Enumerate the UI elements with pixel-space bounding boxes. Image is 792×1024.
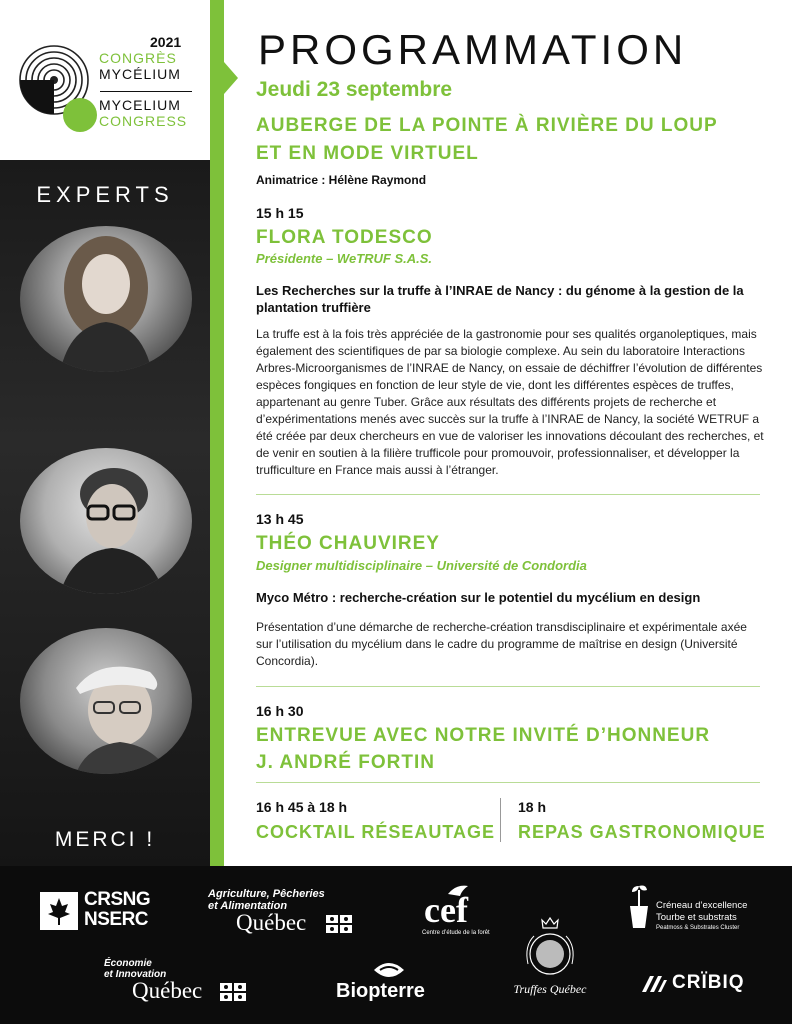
event-date: Jeudi 23 septembre (256, 78, 453, 101)
creneau-line-3: Peatmoss & Substrates Cluster (656, 925, 740, 931)
truffes-quebec-logo (500, 916, 600, 1016)
economie-innovation-logo (104, 958, 264, 1008)
leaf-eye-icon (372, 960, 406, 980)
session-time: 13 h 45 (256, 511, 304, 527)
host-name: Animatrice : Hélène Raymond (256, 173, 427, 187)
section-divider (256, 782, 760, 783)
section-divider (256, 494, 760, 495)
speaker-role: Présidente – WeTRUF S.A.S. (256, 251, 433, 266)
speaker-name: THÉO CHAUVIREY (256, 533, 440, 554)
quebec-flag-icon (220, 983, 246, 1001)
mapaq-logo (208, 888, 368, 938)
honor-guest-name: J. ANDRÉ FORTIN (256, 752, 435, 773)
creneau-line-1: Créneau d’excellence (656, 900, 748, 911)
sprout-pot-icon (628, 882, 650, 930)
cribiq-logo (640, 972, 770, 1002)
logo-congres: CONGRÈS (99, 50, 177, 66)
experts-heading: EXPERTS (36, 182, 174, 207)
cef-text: cef (424, 890, 468, 930)
man-glasses-portrait-icon (20, 448, 192, 594)
green-divider-bar (210, 0, 224, 866)
talk-description: Présentation d’une démarche de recherche-création transdisciplinaire et expérimentale axée sur l’utilisation du mycélium dans le cadre du programme de maîtrise en design (Université Concordia). (256, 620, 747, 668)
crsng-text: CRSNG (84, 889, 151, 910)
man-cap-portrait-icon (20, 628, 192, 774)
portrait-flora-todesco (20, 226, 192, 372)
venue-line-1: AUBERGE DE LA POINTE À RIVIÈRE DU LOUP (256, 115, 718, 136)
biopterre-logo (336, 960, 446, 1010)
logo-congress: CONGRESS (99, 113, 188, 129)
cocktail-title: COCKTAIL RÉSEAUTAGE (256, 822, 496, 842)
mapaq-line-2: et Alimentation (208, 900, 288, 912)
talk-title: Myco Métro : recherche-création sur le potentiel du mycélium en design (256, 590, 701, 605)
creneau-line-2: Tourbe et substrats (656, 912, 737, 923)
maple-leaf-icon (40, 892, 78, 930)
dinner-title: REPAS GASTRONOMIQUE (518, 822, 766, 842)
section-divider (256, 686, 760, 687)
concentric-circles-logo-icon (18, 44, 98, 134)
biopterre-text: Biopterre (336, 980, 425, 1002)
dinner-time: 18 h (518, 799, 547, 815)
merci-text: MERCI ! (54, 828, 156, 851)
truffle-crest-icon (520, 916, 580, 980)
mapaq-line-1: Agriculture, Pêcheries (208, 888, 325, 900)
cocktail-time: 16 h 45 à 18 h (256, 799, 348, 815)
logo-mycelium-en: MYCELIUM (99, 97, 181, 113)
cribiq-mark-icon (640, 974, 668, 994)
event-venue (256, 112, 756, 168)
quebec-wordmark: Québec (236, 910, 307, 935)
woman-portrait-icon (20, 226, 192, 372)
talk-title: Les Recherches sur la truffe à l’INRAE de Nancy : du génome à la gestion de la plantation truffière (256, 283, 744, 315)
experts-sidebar (0, 160, 210, 866)
creneau-tourbe-logo (628, 882, 768, 942)
congress-logo (0, 0, 210, 160)
venue-line-2: ET EN MODE VIRTUEL (256, 143, 479, 164)
quebec-flag-icon (326, 915, 352, 933)
quebec-wordmark: Québec (132, 978, 203, 1003)
cribiq-text: CRÏBIQ (672, 972, 745, 993)
honor-guest-heading: ENTREVUE AVEC NOTRE INVITÉ D’HONNEUR (256, 725, 711, 746)
cef-logo (422, 882, 492, 942)
session-time: 16 h 30 (256, 703, 304, 719)
logo-year: 2021 (150, 34, 182, 50)
closing-divider (500, 798, 501, 842)
portrait-andre-fortin (20, 628, 192, 774)
econ-line-2: et Innovation (104, 969, 167, 980)
session-time: 15 h 15 (256, 205, 304, 221)
logo-divider (100, 91, 192, 92)
speaker-name: FLORA TODESCO (256, 227, 433, 248)
truffes-text: Truffes Québec (513, 982, 587, 996)
speaker-role: Designer multidisciplinaire – Université de Condordia (256, 558, 587, 573)
nserc-text: NSERC (84, 909, 149, 930)
cef-subtitle: Centre d’étude de la forêt (422, 930, 490, 936)
sponsors-footer (0, 866, 792, 1024)
page-title: PROGRAMMATION (258, 26, 688, 73)
econ-line-1: Économie (104, 958, 152, 969)
logo-mycelium-fr: MYCÉLIUM (99, 66, 181, 82)
arrow-pointer-icon (224, 62, 238, 94)
portrait-theo-chauvirey (20, 448, 192, 594)
talk-description: La truffe est à la fois très appréciée de la gastronomie pour ses qualités organoleptiques, mais également des scientifiques de par sa biologie complexe. Au sein du laboratoire Interactions Arbres-Microorganismes de l’INRAE de Nancy, on essaie de déchiffrer l’évolution de différentes espèces fongiques en fonction de leur style de vie, dont les différentes espèces de truffes, appartenant au genre Tuber. Grâce aux résultats des différents projets de recherche et d’expérimentations menés avec succès sur la truffe à l’INRAE de Nancy, la société WETRUF a été créée par deux chercheurs en vue de valoriser les innovations découlant des recherches, et de venir en soutien à la filière trufficole pour promouvoir, professionnaliser, et développer la trufficulture en France mais aussi à l’étranger. (256, 327, 764, 477)
